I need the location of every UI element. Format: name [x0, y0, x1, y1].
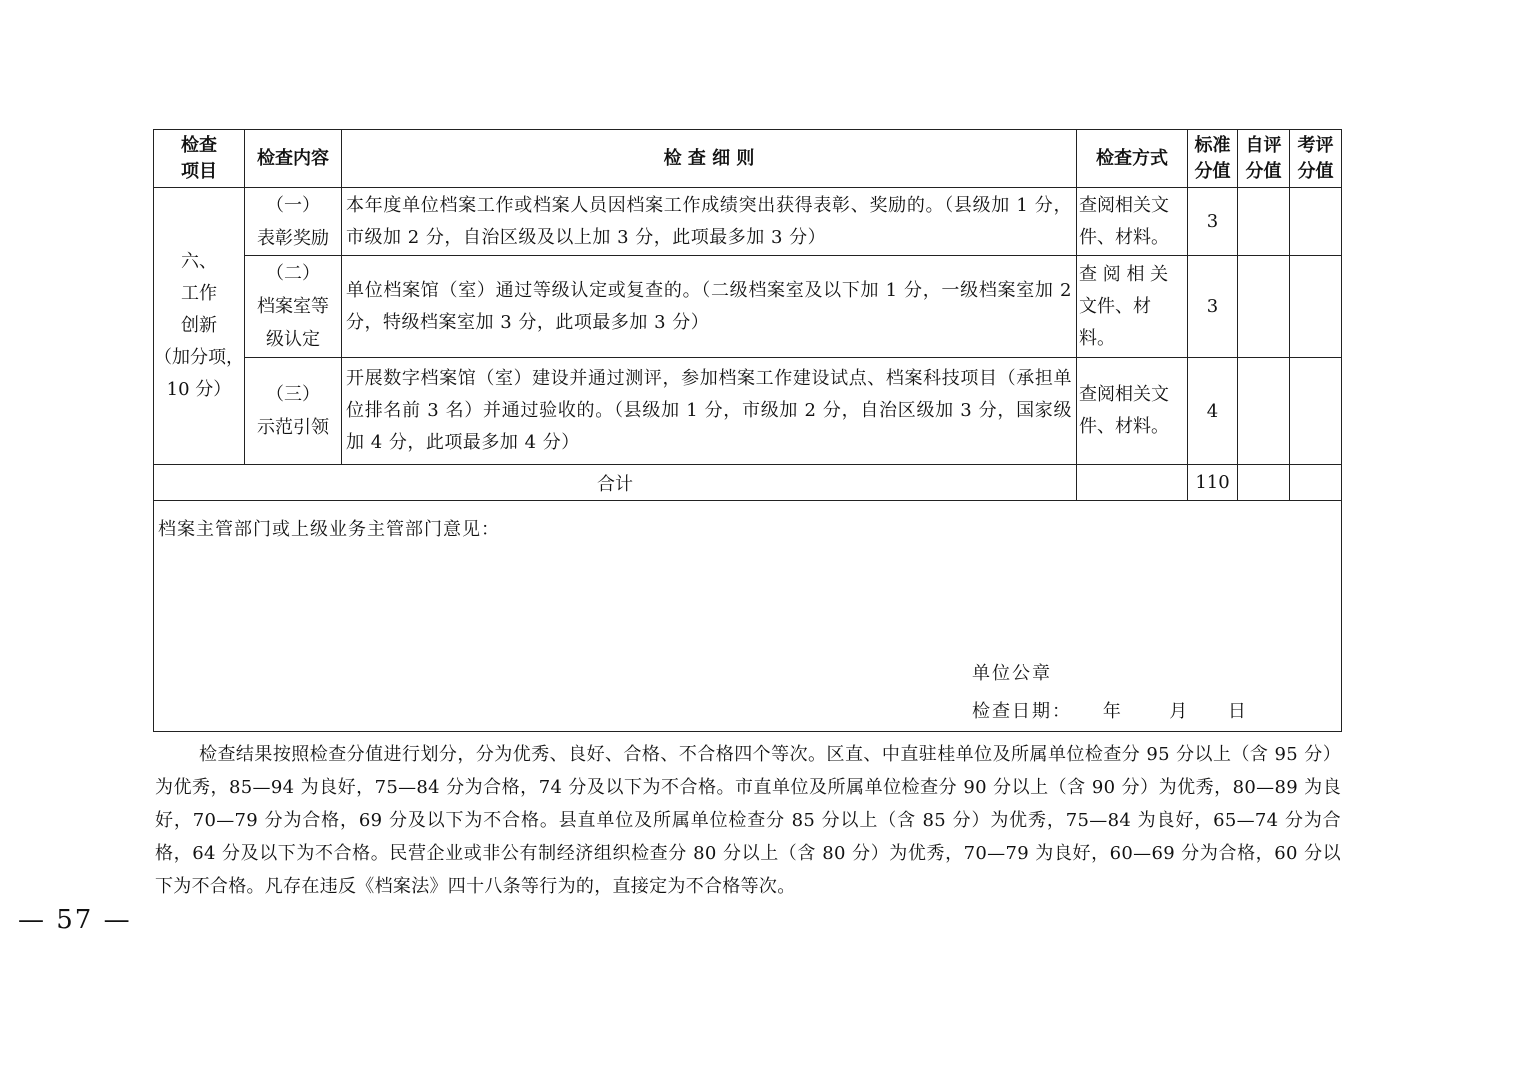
- total-score: 110: [1188, 465, 1238, 501]
- header-row: [154, 130, 1342, 188]
- sub-item-cell: [245, 188, 342, 256]
- method-cell: 查阅相关文件、材料。: [1077, 188, 1188, 256]
- total-eval-score[interactable]: [1290, 465, 1342, 501]
- eval-score-cell[interactable]: [1290, 358, 1342, 465]
- total-self-score[interactable]: [1238, 465, 1290, 501]
- sub-item-name: 表彰奖励: [257, 227, 329, 249]
- detail-cell: 单位档案馆（室）通过等级认定或复查的。（二级档案室及以下加 1 分，一级档案室加 2 分，特级档案室加 3 分，此项最多加 3 分）: [342, 256, 1077, 358]
- self-score-cell[interactable]: [1238, 358, 1290, 465]
- standard-score-cell: 4: [1188, 358, 1238, 465]
- header-item-text: 检查 项目: [181, 134, 217, 182]
- standard-score-cell: 3: [1188, 256, 1238, 358]
- header-content: 检查内容: [245, 130, 342, 188]
- header-eval-text: 考评 分值: [1297, 134, 1334, 182]
- sub-item-number: （二）: [266, 263, 320, 284]
- self-score-cell[interactable]: [1238, 256, 1290, 358]
- method-cell: 查 阅 相 关 文件、材料。: [1077, 256, 1188, 358]
- sub-item-number: （三）: [266, 384, 320, 405]
- header-eval-score: [1290, 130, 1342, 188]
- self-score-cell[interactable]: [1238, 188, 1290, 256]
- method-cell: 查阅相关文件、材料。: [1077, 358, 1188, 465]
- table-row: [154, 188, 1342, 256]
- eval-score-cell[interactable]: [1290, 256, 1342, 358]
- sub-item-cell: [245, 256, 342, 358]
- header-method: 检查方式: [1077, 130, 1188, 188]
- eval-score-cell[interactable]: [1290, 188, 1342, 256]
- header-self-text: 自评 分值: [1245, 134, 1282, 182]
- sub-item-name: 示范引领: [257, 417, 329, 438]
- header-standard-text: 标准 分值: [1194, 134, 1231, 182]
- detail-cell: 开展数字档案馆（室）建设并通过测评，参加档案工作建设试点、档案科技项目（承担单位排名前 3 名）并通过验收的。（县级加 1 分，市级加 2 分，自治区级加 3 分，国家级加 4 分，此项最多加 4 分）: [342, 358, 1077, 465]
- opinion-row: [154, 501, 1342, 732]
- category-cell: [154, 188, 245, 465]
- page-number: — 57 —: [18, 905, 132, 935]
- header-item: [154, 130, 245, 188]
- inspection-date: 检查日期： 年 月 日: [972, 701, 1248, 722]
- opinion-label: 档案主管部门或上级业务主管部门意见：: [158, 519, 500, 540]
- total-label: 合计: [154, 465, 1077, 501]
- table-row: [154, 358, 1342, 465]
- total-method-cell: [1077, 465, 1188, 501]
- table-row: [154, 256, 1342, 358]
- sub-item-cell: [245, 358, 342, 465]
- sub-item-number: （一）: [266, 194, 320, 216]
- opinion-cell[interactable]: [154, 501, 1342, 732]
- seal-label: 单位公章: [972, 663, 1052, 684]
- header-standard-score: [1188, 130, 1238, 188]
- inspection-table: [153, 129, 1342, 732]
- detail-cell: 本年度单位档案工作或档案人员因档案工作成绩突出获得表彰、奖励的。（县级加 1 分，市级加 2 分，自治区级及以上加 3 分，此项最多加 3 分）: [342, 188, 1077, 256]
- total-row: [154, 465, 1342, 501]
- sub-item-name: 档案室等 级认定: [257, 296, 329, 350]
- header-self-score: [1238, 130, 1290, 188]
- standard-score-cell: 3: [1188, 188, 1238, 256]
- header-detail: 检 查 细 则: [342, 130, 1077, 188]
- grading-note: 检查结果按照检查分值进行划分，分为优秀、良好、合格、不合格四个等次。区直、中直驻桂单位及所属单位检查分 95 分以上（含 95 分）为优秀，85—94 为良好，75—84 分为合格，74 分及以下为不合格。市直单位及所属单位检查分 90 分以上（含 90 分）为优秀，80—89 为良好，70—79 分为合格，69 分及以下为不合格。县直单位及所属单位检查分 85 分以上（含 85 分）为优秀，75—84 为良好，65—74 分为合格，64 分及以下为不合格。民营企业或非公有制经济组织检查分 80 分以上（含 80 分）为优秀，70—79 为良好，60—69 分为合格，60 分以下为不合格。凡存在违反《档案法》四十八条等行为的，直接定为不合格等次。: [155, 744, 1341, 897]
- category-text: 六、 工作 创新 （加分项， 10 分）: [154, 251, 244, 400]
